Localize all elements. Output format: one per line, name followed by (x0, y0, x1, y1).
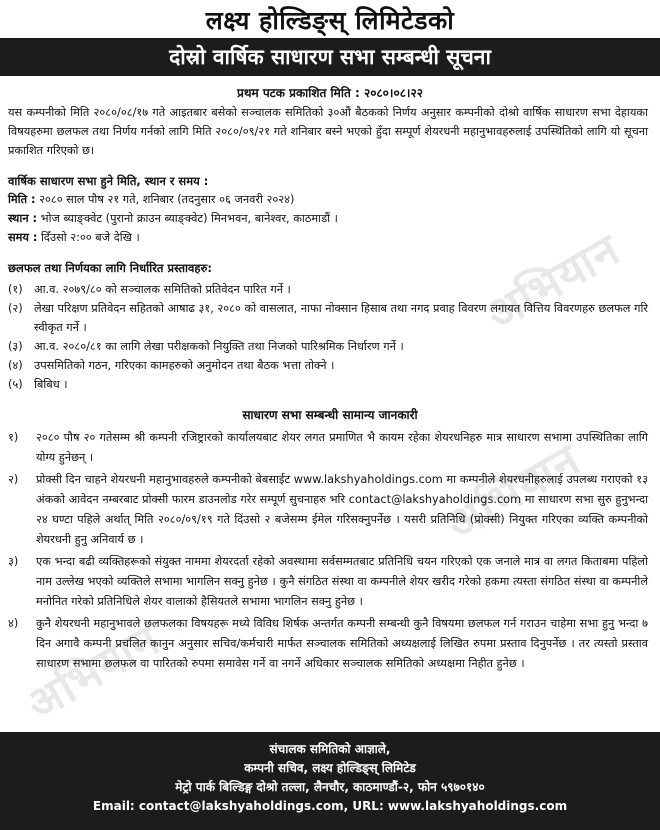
agenda-item-text: उपसमितिको गठन, गरिएका कामहरुको अनुमोदन तथा बैठक भत्ता तोक्ने । (34, 359, 335, 372)
info-item-number: २) (8, 473, 19, 487)
agenda-item-text: लेखा परिक्षण प्रतिवेदन सहितको आषाढ ३१, २०८० को वासलात, नाफा नोक्सान हिसाब तथा नगद प्रवाह विवरण लगायत वित्तिय विवरणहरु छलफल गरि स्वीकृत गर्ने । (34, 302, 648, 334)
intro-paragraph: यस कम्पनीको मिति २०८०/०८/१७ गते आइतबार बसेको सञ्चालक समितिको ३०औं बैठकको निर्णय अनुसार कम्पनीको दोश्रो वार्षिक साधारण सभा देहायका विषयहरुमा छलफल तथा निर्णय गर्नको लागि मिति २०८०/०९/२१ गते शनिबार बस्ने भएको हुँदा सम्पूर्ण शेयरधनी महानुभावहरुलाई उपस्थितिको लागि यो सूचना प्रकाशित गरिएको छ। (8, 106, 648, 157)
agenda-item (8, 299, 648, 337)
agenda-item-number: (१) (8, 283, 23, 296)
watermark-top-right: अभियान (478, 223, 630, 341)
general-info-list (8, 428, 648, 676)
info-item (8, 614, 648, 673)
footer-secretary: कम्पनी सचिव, लक्ष्य होल्डिङ्स् लिमिटेड (244, 761, 416, 775)
first-published-date: प्रथम पटक प्रकाशित मिति : २०८०।०८।२२ (237, 86, 423, 100)
meeting-date-row (8, 190, 648, 209)
agenda-heading: छलफल तथा निर्णयका लागि निर्धारित प्रस्तावहरु: (8, 261, 212, 275)
info-item (8, 470, 648, 549)
info-item-text: एक भन्दा बढी व्यक्तिहरूको संयुक्त नाममा शेयरदर्ता रहेको अवस्थामा सर्वसम्मतबाट प्रतिनिधि चयन गरिएको एक जनाले मात्र वा लगत किताबमा पहिलो नाम उल्लेख भएको व्यक्तिले सभामा भागलिन सक्नु हुनेछ । कुनै संगठित संस्था वा कम्पनीले शेयर खरीद गरेको हकमा त्यस्ता संगठित संस्था वा कम्पनीले मनोनित गरेको प्रतिनिधिले शेयर वालाको हैसियतले सभामा भागलिन सक्नु हुनेछ । (36, 555, 648, 608)
agenda-item-number: (३) (8, 340, 23, 353)
meeting-date-label: मिति : (8, 193, 36, 206)
info-item-number: ४) (8, 617, 19, 631)
agenda-item (8, 356, 648, 375)
info-item-text: प्रोक्सी दिन चाहने शेयरधनी महानुभावहरुले कम्पनीको बेबसाईट www.lakshyaholdings.com मा कम्पनीले शेयरधनीहरुलाई उपलब्ध गराएको १३ अंकको आवेदन नम्बरबाट प्रोक्सी फारम डाउनलोड गरेर सम्पूर्ण सुचनाहरु भरि contact@lakshyaholdings.com मा साधारण सभा सुरु हुनुभन्दा २४ घण्टा पहिले अर्थात् मिति २०८०/०९/१९ गते दिंउसो २ बजेसम्म ईमेल गरिसक्नुपर्नेछ । यसरी प्रतिनिधि (प्रोक्सी) नियुक्त गरिएका व्यक्ति कम्पनीको शेयरधनी हुनु अनिवार्य छ । (36, 473, 648, 546)
footer-address: मेट्रो पार्क बिल्डिङ्ग दोश्रो तल्ला, लैनचौर, काठमाण्डौं-२, फोन ५९७०१४० (175, 780, 485, 794)
meeting-details (8, 190, 648, 247)
agenda-item (8, 337, 648, 356)
meeting-time-value: दिँउसो २:०० बजे देखि । (41, 231, 140, 244)
meeting-time-row (8, 228, 648, 247)
agenda-item-text: आ.व. २०७९/८० को सञ्चालक समितिको प्रतिवेदन पारित गर्ने । (34, 283, 291, 296)
info-item (8, 552, 648, 611)
agenda-item (8, 280, 648, 299)
meeting-date-value: २०८० साल पौष २१ गते, शनिबार (तदनुसार ०६ जनवरी २०२४) (39, 193, 295, 206)
meeting-venue-row (8, 209, 648, 228)
general-info-heading: साधारण सभा सम्बन्धी सामान्य जानकारी (242, 408, 418, 422)
info-item-text: कुनै शेयरधनी महानुभावले छलफलका विषयहरू मध्ये विविध शिर्षक अन्तर्गत कम्पनी सम्बन्धी कुनै विषयमा छलफल गर्न गराउन चाहेमा सभा हुनु भन्दा ७ दिन अगावै कम्पनी प्रचलित कानुन अनुसार सचिव/कर्मचारी मार्फत सञ्चालक समितिको अध्यक्षलाई लिखित रुपमा प्रस्ताव दिनुपर्नेछ । तर त्यस्तो प्रस्ताव साधारण सभामा छलफल वा पारितको रुपमा समावेस गर्ने वा नगर्ने अधिकार सञ्चालक समितिको अध्यक्षमा निहीत हुनेछ । (36, 617, 648, 670)
agenda-item-number: (४) (8, 359, 23, 372)
notice-title-banner (0, 38, 660, 76)
agenda-item-number: (५) (8, 378, 23, 391)
meeting-venue-value: भोज ब्याङ्क्वेट (पुरानो क्राउन ब्याङ्क्वेट) मिनभवन, बानेश्वर, काठमाडौं । (40, 212, 338, 225)
watermark-middle-right: अभियान (438, 433, 590, 551)
agenda-item-number: (२) (8, 302, 23, 315)
info-item-number: १) (8, 431, 19, 444)
meeting-heading: वार्षिक साधारण सभा हुने मिति, स्थान र समय : (8, 174, 209, 188)
notice-title: दोस्रो वार्षिक साधारण सभा सम्बन्धी सूचना (169, 45, 491, 69)
agenda-item (8, 375, 648, 394)
meeting-venue-label: स्थान : (8, 212, 38, 225)
agenda-item-text: बिबिध । (34, 378, 68, 391)
watermark-bottom-left: अभियान (18, 613, 170, 731)
footer-block (0, 732, 660, 830)
company-title: लक्ष्य होल्डिङ्स् लिमिटेडको (205, 6, 455, 35)
info-item-text: २०८० पौष २० गतेसम्म श्री कम्पनी रजिष्ट्रारको कार्यालयबाट शेयर लगत प्रमाणित भै कायम रहेका शेयरधनिहरु मात्र साधारण सभामा उपस्थितिका लागि योग्य हुनेछन् । (36, 431, 648, 464)
meeting-time-label: समय : (8, 231, 38, 244)
info-item (8, 428, 648, 467)
agenda-list (8, 280, 648, 394)
agenda-item-text: आ.व. २०८०/८१ का लागि लेखा परीक्षकको नियुक्ति तथा निजको पारिश्रमिक निर्धारण गर्ने । (34, 340, 404, 353)
footer-authority: संचालक समितिको आज्ञाले, (269, 742, 391, 756)
footer-contact: Email: contact@lakshyaholdings.com, URL: www.lakshyaholdings.com (92, 799, 568, 813)
info-item-number: ३) (8, 555, 19, 569)
